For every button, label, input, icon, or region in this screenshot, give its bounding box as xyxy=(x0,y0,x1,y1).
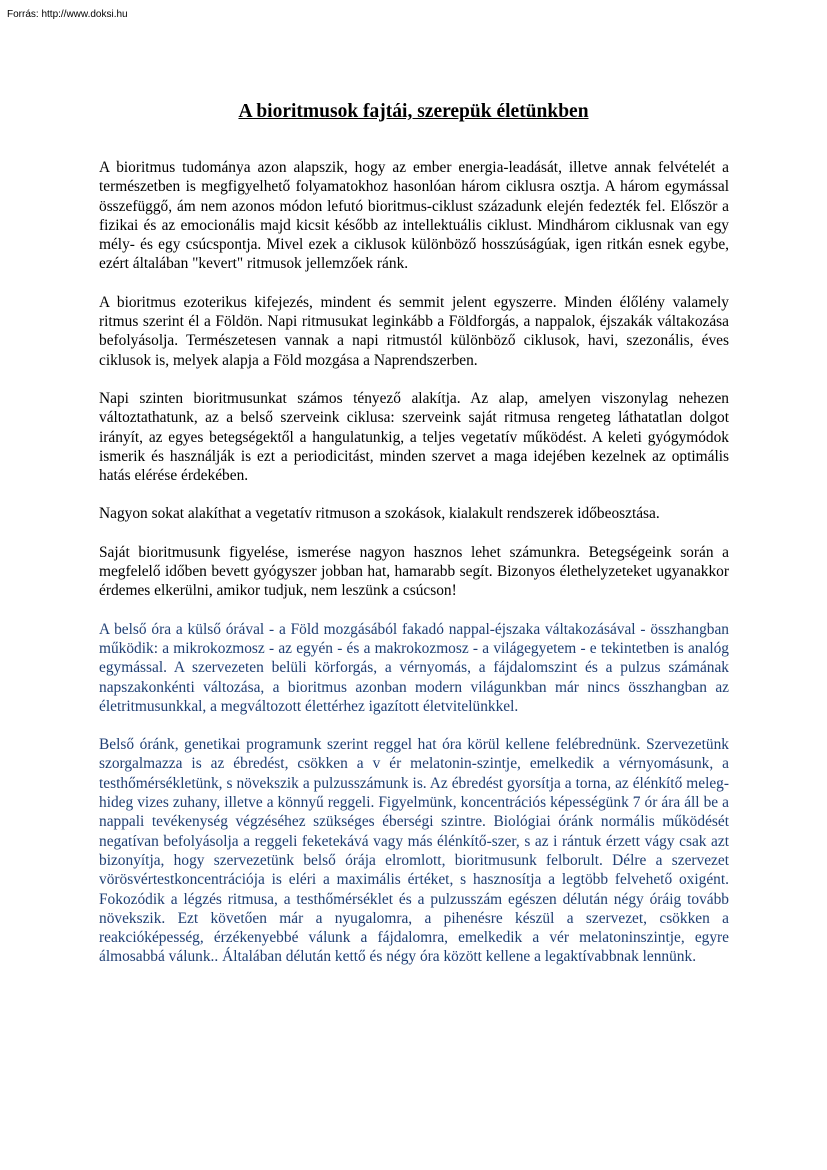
page-title: A bioritmusok fajtái, szerepük életünkben xyxy=(238,101,589,122)
paragraph-monitoring: Saját bioritmusunk figyelése, ismerése nagyon hasznos lehet számunkra. Betegségeink során a megfelelő időben bevett gyógyszer jobban hat, hamarabb segít. Bizonyos élethelyzeteket ugyanakkor érdemes elkerülni, amikor tudjuk, nem leszünk a csúcson! xyxy=(99,543,729,600)
paragraph-habits: Nagyon sokat alakíthat a vegetatív ritmuson a szokások, kialakult rendszerek időbeosztása. xyxy=(99,505,660,523)
source-label: Forrás: http://www.doksi.hu xyxy=(7,9,128,20)
document-body xyxy=(99,158,729,986)
paragraph-intro: A bioritmus tudománya azon alapszik, hogy az ember energia-leadását, illetve annak felvételét a természetben is megfigyelhető folyamatokhoz hasonlóan három ciklusra osztja. A három egymással összefüggő, ám nem azonos módon lefutó bioritmus-ciklust századunk elején fedezték fel. Először a fizikai és az emocionális majd kicsit később az intellektuális ciklust. Mindhárom ciklusnak van egy mély- és egy csúcspontja. Mivel ezek a ciklusok különböző hosszúságúak, igen ritkán esnek egybe, ezért általában "kevert" ritmusok jellemzőek ránk. xyxy=(99,159,729,273)
paragraph-daily-factors: Napi szinten bioritmusunkat számos tényező alakítja. Az alap, amelyen viszonylag nehezen változtathatunk, az a belső szerveink ciklusa: szerveink saját ritmusa rengeteg láthatatlan dolgot irányít, az egyes betegségektől a hangulatunkig, a teljes vegetatív működést. A keleti gyógymódok ismerik és használják is ezt a periodicitást, minden szervet a maga idejében kezelnek az optimális hatás elérése érdekében. xyxy=(99,389,729,485)
paragraph-esoteric: A bioritmus ezoterikus kifejezés, mindent és semmit jelent egyszerre. Minden élőlény valamely ritmus szerint él a Földön. Napi ritmusukat leginkább a Földforgás, a nappalok, éjszakák váltakozása befolyásolja. Természetesen vannak a napi ritmustól különböző ciklusok, havi, szezonális, éves ciklusok is, melyek alapja a Föld mozgása a Naprendszerben. xyxy=(99,293,729,369)
paragraph-daily-cycle: Belső óránk, genetikai programunk szerint reggel hat óra körül kellene felébrednünk. Szervezetünk szorgalmazza is az ébredést, csökken a v ér melatonin-szintje, emelkedik a vérnyomásunk, a testhőmérsékletünk, s növekszik a pulzusszámunk is. Az ébredést gyorsítja a torna, az élénkítő meleg-hideg vizes zuhany, illetve a könnyű reggeli. Figyelmünk, koncentrációs képességünk 7 ór ára áll be a nappali tevékenység végzéséhez szükséges éberségi szintre. Biológiai óránk normális működését negatívan befolyásolja a reggeli feketekává vagy más élénkítő-szer, s az i rántuk érzett vágy csak azt bizonyítja, hogy szervezetünk belső órája elromlott, bioritmusunk felborult. Délre a szervezet vörösvértestkoncentrációja is eléri a maximális értéket, s hasznosítja a legtöbb felvehető oxigént. Fokozódik a légzés ritmusa, a testhőmérséklet és a pulzusszám egészen délután négy óráig tovább növekszik. Ezt követően már a nyugalomra, a pihenésre készül a szervezet, csökken a reakcióképesség, érzékenyebbé válunk a fájdalomra, emelkedik a vér melatoninszintje, egyre álmosabbá válunk.. Általában délután kettő és négy óra között kellene a legaktívabbnak lennünk. xyxy=(99,736,729,966)
paragraph-inner-clock: A belső óra a külső órával - a Föld mozgásából fakadó nappal-éjszaka váltakozásával - összhangban működik: a mikrokozmosz - az egyén - és a makrokozmosz - a világegyetem - e tekintetben is analóg egymással. A szervezeten belüli körforgás, a vérnyomás, a fájdalomszint és a pulzus számának napszakonkénti változása, a bioritmus azonban modern világunkban már nincs összhangban az életritmusunkkal, a megváltozott élettérhez igazított életvitelünkkel. xyxy=(99,620,729,715)
